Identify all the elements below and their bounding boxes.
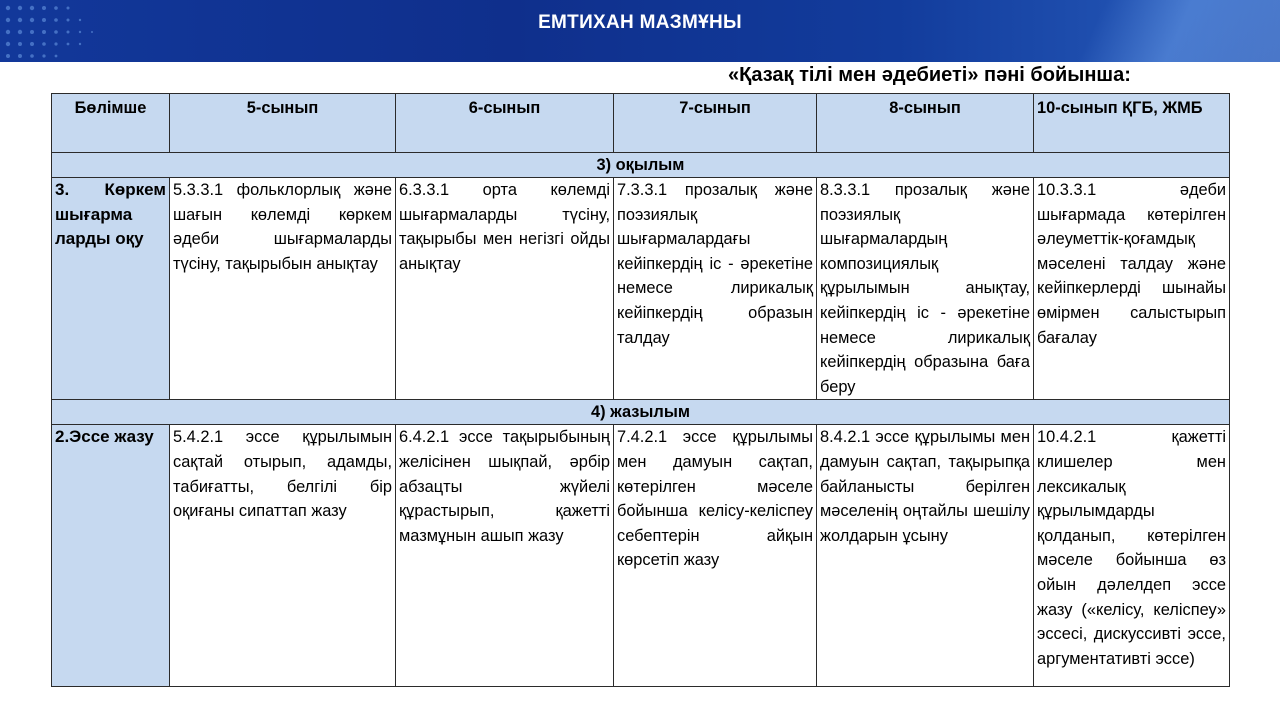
subject-subtitle: «Қазақ тілі мен әдебиеті» пәні бойынша: <box>728 64 1131 86</box>
table-cell: 8.3.3.1 прозалық және поэзиялық шығармалардың композициялық құрылымын анықтау, кейіпкердің іс - әрекетіне немесе лирикалық кейіпкердің образына баға беру <box>817 178 1034 400</box>
section-title: 4) жазылым <box>52 400 1230 425</box>
column-header: 10-сынып ҚГБ, ЖМБ <box>1034 94 1230 153</box>
column-header: Бөлімше <box>52 94 170 153</box>
column-header: 8-сынып <box>817 94 1034 153</box>
table-header-row <box>52 94 1230 153</box>
table-cell: 5.3.3.1 фольклорлық және шағын көлемді көркем әдеби шығармаларды түсіну, тақырыбын анықтау <box>170 178 396 400</box>
table-cell: 8.4.2.1 эссе құрылымы мен дамуын сақтап, тақырыпқа байланысты берілген мәселенің оңтайлы шешілу жолдарын ұсыну <box>817 425 1034 687</box>
column-header: 5-сынып <box>170 94 396 153</box>
column-header: 7-сынып <box>614 94 817 153</box>
table-cell: 5.4.2.1 эссе құрылымын сақтай отырып, адамды, табиғатты, белгілі бір оқиғаны сипаттап жазу <box>170 425 396 687</box>
table-cell: 6.3.3.1 орта көлемді шығармаларды түсіну, тақырыбы мен негізгі ойды анықтау <box>396 178 614 400</box>
section-row <box>52 153 1230 178</box>
table-cell: 10.4.2.1 қажетті клишелер мен лексикалық құрылымдарды қолданып, көтерілген мәселе бойынша өз ойын дәлелдеп эссе жазу («келісу, келіспеу» эссесі, дискуссивті эссе, аргументативті эссе) <box>1034 425 1230 687</box>
row-label: 2.Эссе жазу <box>52 425 170 687</box>
title-banner <box>0 0 1280 62</box>
exam-content-table <box>51 93 1230 687</box>
page-title: ЕМТИХАН МАЗМҰНЫ <box>538 12 742 33</box>
row-label: 3. Көркем шығарма ларды оқу <box>52 178 170 400</box>
column-header: 6-сынып <box>396 94 614 153</box>
table-cell: 7.4.2.1 эссе құрылымы мен дамуын сақтап, көтерілген мәселе бойынша келісу-келіспеу себептерін айқын көрсетіп жазу <box>614 425 817 687</box>
table-row <box>52 425 1230 687</box>
section-title: 3) оқылым <box>52 153 1230 178</box>
table-cell: 6.4.2.1 эссе тақырыбының желісінен шықпай, әрбір абзацты жүйелі құрастырып, қажетті мазмұнын ашып жазу <box>396 425 614 687</box>
table-row <box>52 178 1230 400</box>
table-cell: 10.3.3.1 әдеби шығармада көтерілген әлеуметтік-қоғамдық мәселені талдау және кейіпкерлерді шынайы өмірмен салыстырып бағалау <box>1034 178 1230 400</box>
table-cell: 7.3.3.1 прозалық және поэзиялық шығармалардағы кейіпкердің іс - әрекетіне немесе лирикалық кейіпкердің образын талдау <box>614 178 817 400</box>
section-row <box>52 400 1230 425</box>
